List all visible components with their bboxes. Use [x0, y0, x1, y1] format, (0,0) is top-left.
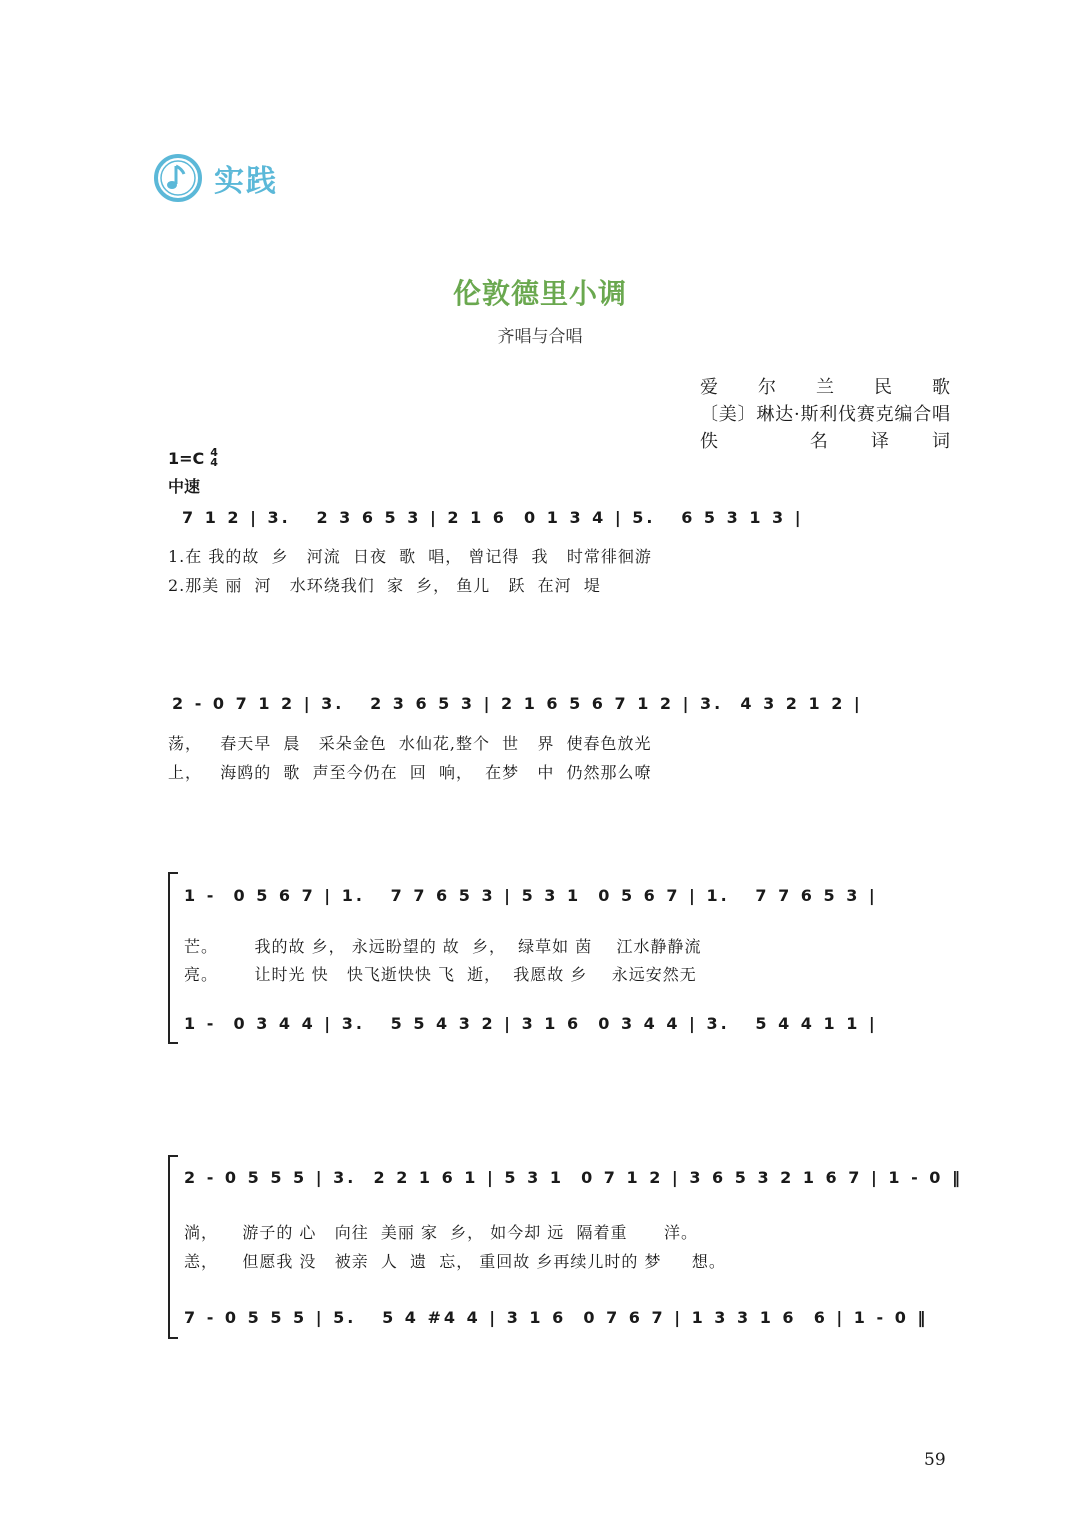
melody-line: 1 - 0 5 6 7 | 1. 7 7 6 5 3 | 5 3 1 0 5 6 7 | 1. 7 7 6 5 3 | [184, 886, 878, 905]
score-system [184, 1168, 963, 1187]
key-signature [168, 448, 218, 468]
lyrics-verse-1: 1.在 我的故 乡 河流 日夜 歌 唱， 曾记得 我 时常徘徊游 [168, 547, 652, 566]
melody-line: 7 1 2 | 3. 2 3 6 5 3 | 2 1 6 0 1 3 4 | 5. 6 5 3 1 3 | [182, 508, 804, 527]
section-header [152, 152, 278, 204]
harmony-line [184, 1014, 878, 1033]
time-signature [210, 448, 218, 468]
score-system [172, 694, 863, 713]
lyrics-verse-1: 淌， 游子的 心 向往 美丽 家 乡， 如今却 远 隔着重 洋。 [184, 1223, 698, 1242]
song-title: 伦敦德里小调 [452, 277, 627, 310]
music-note-icon [152, 152, 204, 204]
credit-arranger: 〔美〕琳达·斯利伐赛克编合唱 [700, 404, 950, 425]
melody-line: 2 - 0 7 1 2 | 3. 2 3 6 5 3 | 2 1 6 5 6 7 1 2 | 3. 4 3 2 1 2 | [172, 694, 863, 713]
page-number: 59 [924, 1450, 946, 1470]
harmony-notes: 1 - 0 3 4 4 | 3. 5 5 4 3 2 | 3 1 6 0 3 4 4 | 3. 5 4 4 1 1 | [184, 1014, 878, 1033]
song-subtitle: 齐唱与合唱 [497, 327, 583, 347]
score-system [184, 886, 878, 905]
time-top: 4 [210, 446, 218, 459]
lyrics-verse-1: 芒。 我的故 乡， 永远盼望的 故 乡， 绿草如 茵 江水静静流 [184, 937, 702, 956]
lyrics-verse-2: 上， 海鸥的 歌 声至今仍在 回 响， 在梦 中 仍然那么嘹 [168, 763, 652, 782]
credit-origin: 爱 尔 兰 民 歌 [700, 377, 950, 398]
credit-translator: 佚 名译词 [700, 431, 950, 452]
lyrics-verse-2: 2.那美 丽 河 水环绕我们 家 乡， 鱼儿 跃 在河 堤 [168, 576, 601, 595]
harmony-line [184, 1308, 928, 1327]
system-brace [168, 1155, 178, 1339]
score-system [182, 508, 804, 527]
harmony-notes: 7 - 0 5 5 5 | 5. 5 4 #4 4 | 3 1 6 0 7 6 7 | 1 3 3 1 6 6 | 1 - 0 ‖ [184, 1308, 929, 1327]
lyrics-verse-2: 恙， 但愿我 没 被亲 人 遗 忘， 重回故 乡再续儿时的 梦 想。 [184, 1252, 726, 1271]
section-title: 实践 [214, 164, 278, 199]
key-label: 1=C [168, 448, 205, 468]
tempo-marking: 中速 [168, 477, 201, 496]
time-bottom: 4 [210, 456, 218, 469]
melody-line: 2 - 0 5 5 5 | 3. 2 2 1 6 1 | 5 3 1 0 7 1 2 | 3 6 5 3 2 1 6 7 | 1 - 0 ‖ [184, 1168, 963, 1187]
system-brace [168, 872, 178, 1044]
lyrics-verse-2: 亮。 让时光 快 快飞逝快快 飞 逝， 我愿故 乡 永远安然无 [184, 965, 697, 984]
lyrics-verse-1: 荡， 春天早 晨 采朵金色 水仙花,整个 世 界 使春色放光 [168, 734, 652, 753]
